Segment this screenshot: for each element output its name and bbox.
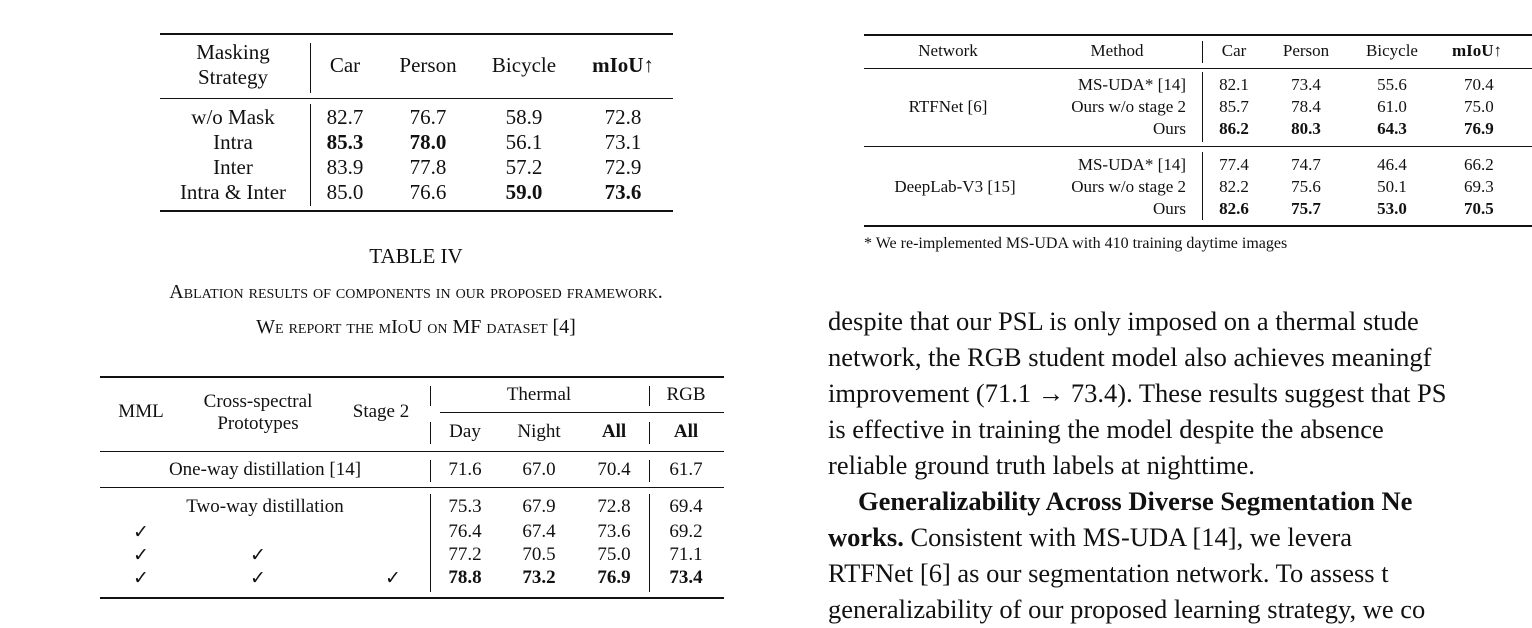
cell: 72.9: [604, 155, 642, 179]
text-line: is effective in training the model despite the absence: [828, 414, 1384, 444]
cell: 75.7: [1291, 199, 1321, 218]
cell: 69.2: [669, 521, 703, 542]
body-text: [828, 303, 1532, 628]
header-prototypes: Prototypes: [217, 413, 299, 434]
method: MS-UDA* [14]: [1077, 75, 1186, 94]
cell: 78.8: [448, 567, 482, 588]
cell: 78.4: [1291, 97, 1321, 116]
cell: 70.4: [1464, 75, 1494, 94]
cell: 56.1: [505, 130, 543, 154]
text-span: Consistent with MS-UDA [14], we levera: [903, 522, 1353, 552]
cell: 64.3: [1377, 119, 1407, 138]
cell: 74.7: [1291, 155, 1321, 174]
cell: 59.0: [505, 180, 543, 204]
cell: 61.7: [669, 459, 703, 480]
cell: 73.4: [669, 567, 703, 588]
cell: 75.3: [448, 496, 482, 517]
check-stage2: ✓: [385, 568, 401, 589]
method: MS-UDA* [14]: [1077, 155, 1186, 174]
cell: 78.0: [409, 130, 447, 154]
header-all-rgb: All: [673, 421, 699, 442]
cell: 73.6: [604, 180, 642, 204]
network-name: RTFNet [6]: [908, 97, 988, 116]
cell: 61.0: [1377, 97, 1407, 116]
header-rgb: RGB: [666, 384, 706, 405]
header-bicycle: Bicycle: [1366, 41, 1418, 60]
text-line: [828, 519, 1352, 555]
header-day: Day: [449, 421, 481, 442]
cell: 70.5: [1464, 199, 1494, 218]
header-masking-strategy: Masking Strategy: [196, 40, 270, 89]
row-name: Intra: [213, 130, 253, 154]
header-stage2: Stage 2: [352, 401, 410, 422]
network-table: [0, 0, 1532, 260]
table-iv-label: TABLE IV: [369, 244, 463, 268]
row-name: Inter: [213, 155, 253, 179]
check-cross: ✓: [250, 568, 266, 589]
header-miou: mIoU↑: [592, 53, 654, 77]
cell: 58.9: [505, 105, 543, 129]
text-line: RTFNet [6] as our segmentation network. To assess t: [828, 558, 1389, 588]
cell: 53.0: [1377, 199, 1407, 218]
cell: 67.0: [522, 459, 556, 480]
cell: 85.3: [326, 130, 364, 154]
header-person: Person: [1282, 41, 1330, 60]
check-mml: ✓: [133, 522, 149, 543]
header-car: Car: [1221, 41, 1247, 60]
cell: 73.4: [1291, 75, 1321, 94]
cell: 73.6: [597, 521, 631, 542]
cell: 72.8: [597, 496, 631, 517]
cell: 76.9: [1464, 119, 1494, 138]
header-person: Person: [399, 53, 457, 77]
header-bicycle: Bicycle: [491, 53, 557, 77]
header-night: Night: [517, 421, 561, 442]
cell: 82.1: [1219, 75, 1249, 94]
cell: 77.2: [448, 544, 482, 565]
text-line: despite that our PSL is only imposed on a thermal stude: [828, 306, 1419, 336]
cell: 69.3: [1464, 177, 1494, 196]
cell: 82.7: [326, 105, 364, 129]
cell: 57.2: [505, 155, 543, 179]
cell: 71.6: [448, 459, 482, 480]
text-line: network, the RGB student model also achieves meaningf: [828, 342, 1432, 372]
text-line: improvement (71.1 → 73.4). These results suggest that PS: [828, 378, 1447, 408]
cell: 76.7: [409, 105, 447, 129]
text-line: generalizability of our proposed learning strategy, we co: [828, 594, 1426, 624]
check-mml: ✓: [133, 568, 149, 589]
cell: 85.0: [326, 180, 364, 204]
cell: 66.2: [1464, 155, 1494, 174]
header-all: All: [601, 421, 627, 442]
cell: 76.4: [448, 521, 482, 542]
header-car: Car: [329, 53, 361, 77]
method: Ours: [1152, 119, 1186, 138]
cell: 77.8: [409, 155, 447, 179]
cell: 75.0: [597, 544, 631, 565]
table-iv-caption-line2: We report the mIoU on MF dataset [4]: [256, 316, 576, 338]
cell: 71.1: [669, 544, 703, 565]
check-mml: ✓: [133, 545, 149, 566]
two-way-label: Two-way distillation: [186, 496, 344, 517]
cell: 76.9: [597, 567, 631, 588]
paragraph-heading: Generalizability Across Diverse Segmentation Ne: [858, 486, 1413, 516]
row-name: w/o Mask: [191, 105, 275, 129]
cell: 86.2: [1219, 119, 1249, 138]
row-name: Intra & Inter: [179, 180, 287, 204]
check-cross: ✓: [250, 545, 266, 566]
network-name: DeepLab-V3 [15]: [894, 177, 1016, 196]
header-mml: MML: [118, 401, 164, 422]
cell: 70.4: [597, 459, 631, 480]
cell: 46.4: [1377, 155, 1407, 174]
cell: 77.4: [1219, 155, 1249, 174]
cell: 55.6: [1377, 75, 1407, 94]
table-iv-caption-line1: Ablation results of components in our proposed framework.: [169, 281, 663, 303]
method: Ours w/o stage 2: [1071, 97, 1186, 116]
cell: 67.9: [522, 496, 556, 517]
header-network: Network: [918, 41, 978, 60]
cell: 50.1: [1377, 177, 1407, 196]
cell: 75.0: [1464, 97, 1494, 116]
cell: 83.9: [326, 155, 364, 179]
cell: 70.5: [522, 544, 556, 565]
footnote: * We re-implemented MS-UDA with 410 training daytime images: [864, 235, 1288, 252]
method: Ours w/o stage 2: [1071, 177, 1186, 196]
paragraph-heading-end: works.: [828, 522, 904, 552]
header-thermal: Thermal: [506, 384, 572, 405]
cell: 75.6: [1291, 177, 1321, 196]
cell: 67.4: [522, 521, 556, 542]
cell: 72.8: [604, 105, 642, 129]
cell: 82.6: [1219, 199, 1249, 218]
one-way-label: One-way distillation [14]: [168, 459, 362, 480]
text-line: reliable ground truth labels at nighttime.: [828, 450, 1255, 480]
method: Ours: [1152, 199, 1186, 218]
cell: 85.7: [1219, 97, 1249, 116]
cell: 73.1: [604, 130, 642, 154]
header-miou: mIoU↑: [1452, 41, 1503, 60]
header-cross-spectral: Cross-spectral: [203, 391, 313, 412]
cell: 73.2: [522, 567, 556, 588]
cell: 69.4: [669, 496, 703, 517]
cell: 82.2: [1219, 177, 1249, 196]
cell: 76.6: [409, 180, 447, 204]
cell: 80.3: [1291, 119, 1321, 138]
header-method: Method: [1090, 41, 1144, 60]
